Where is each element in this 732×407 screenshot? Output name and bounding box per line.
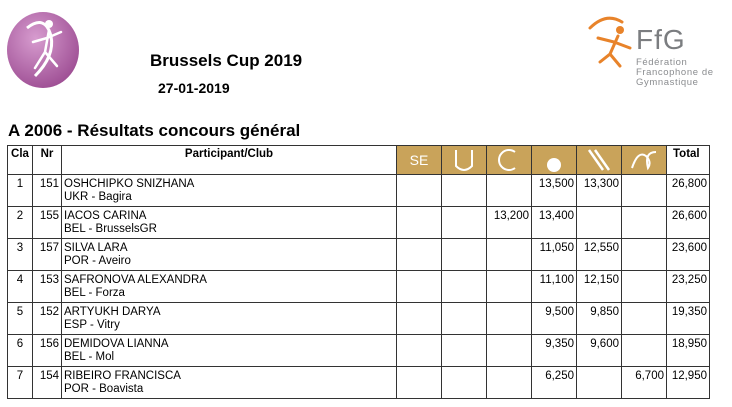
cell-se bbox=[397, 175, 442, 207]
clubs-icon bbox=[577, 146, 621, 174]
cell-participant bbox=[62, 367, 397, 399]
ffg-subtitle bbox=[636, 58, 714, 88]
cell-total: 18,950 bbox=[667, 335, 710, 367]
cell-cla: 7 bbox=[8, 367, 33, 399]
cell-nr: 151 bbox=[33, 175, 62, 207]
header-total: Total bbox=[667, 146, 710, 175]
participant-club: UKR - Bagira bbox=[64, 191, 132, 203]
ball-icon bbox=[532, 146, 576, 174]
cell-hoop bbox=[487, 303, 532, 335]
cell-hoop bbox=[487, 271, 532, 303]
cell-ribbon bbox=[622, 303, 667, 335]
cell-se bbox=[397, 207, 442, 239]
cell-ribbon bbox=[622, 239, 667, 271]
header-se bbox=[397, 146, 442, 175]
header-cla: Cla bbox=[8, 146, 33, 175]
cell-total: 26,800 bbox=[667, 175, 710, 207]
cell-nr: 154 bbox=[33, 367, 62, 399]
cell-ball: 6,250 bbox=[532, 367, 577, 399]
header-nr: Nr bbox=[33, 146, 62, 175]
table-row bbox=[8, 271, 710, 303]
cell-clubs bbox=[577, 207, 622, 239]
results-table bbox=[7, 145, 710, 399]
event-date: 27-01-2019 bbox=[158, 80, 230, 96]
cell-cla: 2 bbox=[8, 207, 33, 239]
hoop-icon bbox=[487, 146, 531, 174]
header-clubs bbox=[577, 146, 622, 175]
table-row bbox=[8, 239, 710, 271]
cell-participant bbox=[62, 239, 397, 271]
cell-clubs: 12,550 bbox=[577, 239, 622, 271]
participant-name: RIBEIRO FRANCISCA bbox=[64, 370, 181, 382]
cell-ball: 11,100 bbox=[532, 271, 577, 303]
cell-se bbox=[397, 367, 442, 399]
participant-club: BEL - Forza bbox=[64, 287, 125, 299]
cell-total: 23,250 bbox=[667, 271, 710, 303]
cell-clubs: 13,300 bbox=[577, 175, 622, 207]
cell-participant bbox=[62, 175, 397, 207]
cell-hoop: 13,200 bbox=[487, 207, 532, 239]
cell-cla: 4 bbox=[8, 271, 33, 303]
cell-nr: 155 bbox=[33, 207, 62, 239]
cell-nr: 156 bbox=[33, 335, 62, 367]
cell-ball: 13,400 bbox=[532, 207, 577, 239]
section-title: A 2006 - Résultats concours général bbox=[8, 121, 301, 140]
participant-name: OSHCHIPKO SNIZHANA bbox=[64, 178, 195, 190]
cell-hoop bbox=[487, 367, 532, 399]
cell-rope bbox=[442, 335, 487, 367]
event-title: Brussels Cup 2019 bbox=[150, 51, 303, 70]
participant-name: ARTYUKH DARYA bbox=[64, 306, 161, 318]
cell-se bbox=[397, 335, 442, 367]
cell-hoop bbox=[487, 335, 532, 367]
cell-total: 12,950 bbox=[667, 367, 710, 399]
cell-clubs: 9,850 bbox=[577, 303, 622, 335]
cell-rope bbox=[442, 207, 487, 239]
participant-club: BEL - Mol bbox=[64, 351, 115, 363]
cell-cla: 3 bbox=[8, 239, 33, 271]
cell-rope bbox=[442, 271, 487, 303]
table-row bbox=[8, 175, 710, 207]
participant-name: SAFRONOVA ALEXANDRA bbox=[64, 274, 207, 286]
cell-rope bbox=[442, 303, 487, 335]
cell-hoop bbox=[487, 239, 532, 271]
cell-total: 26,600 bbox=[667, 207, 710, 239]
ffg-line-2: Francophone de bbox=[636, 67, 714, 78]
cell-clubs: 12,150 bbox=[577, 271, 622, 303]
cell-rope bbox=[442, 239, 487, 271]
table-row bbox=[8, 335, 710, 367]
cell-se bbox=[397, 239, 442, 271]
participant-club: ESP - Vitry bbox=[64, 319, 120, 331]
cell-ball: 13,500 bbox=[532, 175, 577, 207]
cell-total: 23,600 bbox=[667, 239, 710, 271]
ffg-acronym: FfG bbox=[636, 24, 686, 55]
header-ribbon bbox=[622, 146, 667, 175]
cell-ball: 9,500 bbox=[532, 303, 577, 335]
ffg-line-3: Gymnastique bbox=[636, 77, 699, 88]
cell-ribbon bbox=[622, 207, 667, 239]
gymnastics-logo-icon bbox=[5, 6, 81, 90]
cell-se bbox=[397, 303, 442, 335]
cell-clubs bbox=[577, 367, 622, 399]
cell-ribbon: 6,700 bbox=[622, 367, 667, 399]
rope-icon bbox=[442, 146, 486, 174]
header-participant: Participant/Club bbox=[62, 146, 397, 175]
ribbon-icon bbox=[622, 146, 666, 174]
participant-name: SILVA LARA bbox=[64, 242, 128, 254]
cell-ball: 11,050 bbox=[532, 239, 577, 271]
cell-cla: 5 bbox=[8, 303, 33, 335]
participant-club: BEL - BrusselsGR bbox=[64, 223, 157, 235]
table-row bbox=[8, 367, 710, 399]
cell-participant bbox=[62, 303, 397, 335]
ffg-line-1: Fédération bbox=[636, 57, 688, 68]
participant-club: POR - Aveiro bbox=[64, 255, 131, 267]
cell-rope bbox=[442, 175, 487, 207]
header-hoop bbox=[487, 146, 532, 175]
cell-participant bbox=[62, 207, 397, 239]
cell-nr: 152 bbox=[33, 303, 62, 335]
participant-name: DEMIDOVA LIANNA bbox=[64, 338, 169, 350]
cell-total: 19,350 bbox=[667, 303, 710, 335]
header-ball bbox=[532, 146, 577, 175]
table-header-row bbox=[8, 146, 710, 175]
cell-clubs: 9,600 bbox=[577, 335, 622, 367]
table-row bbox=[8, 303, 710, 335]
cell-rope bbox=[442, 367, 487, 399]
cell-cla: 1 bbox=[8, 175, 33, 207]
participant-name: IACOS CARINA bbox=[64, 210, 147, 222]
cell-nr: 157 bbox=[33, 239, 62, 271]
cell-participant bbox=[62, 335, 397, 367]
cell-se bbox=[397, 271, 442, 303]
cell-participant bbox=[62, 271, 397, 303]
se-icon: SE bbox=[409, 152, 429, 168]
cell-ribbon bbox=[622, 175, 667, 207]
cell-ball: 9,350 bbox=[532, 335, 577, 367]
cell-ribbon bbox=[622, 335, 667, 367]
cell-nr: 153 bbox=[33, 271, 62, 303]
cell-ribbon bbox=[622, 271, 667, 303]
participant-club: POR - Boavista bbox=[64, 383, 144, 395]
cell-cla: 6 bbox=[8, 335, 33, 367]
table-row bbox=[8, 207, 710, 239]
header-rope bbox=[442, 146, 487, 175]
cell-hoop bbox=[487, 175, 532, 207]
